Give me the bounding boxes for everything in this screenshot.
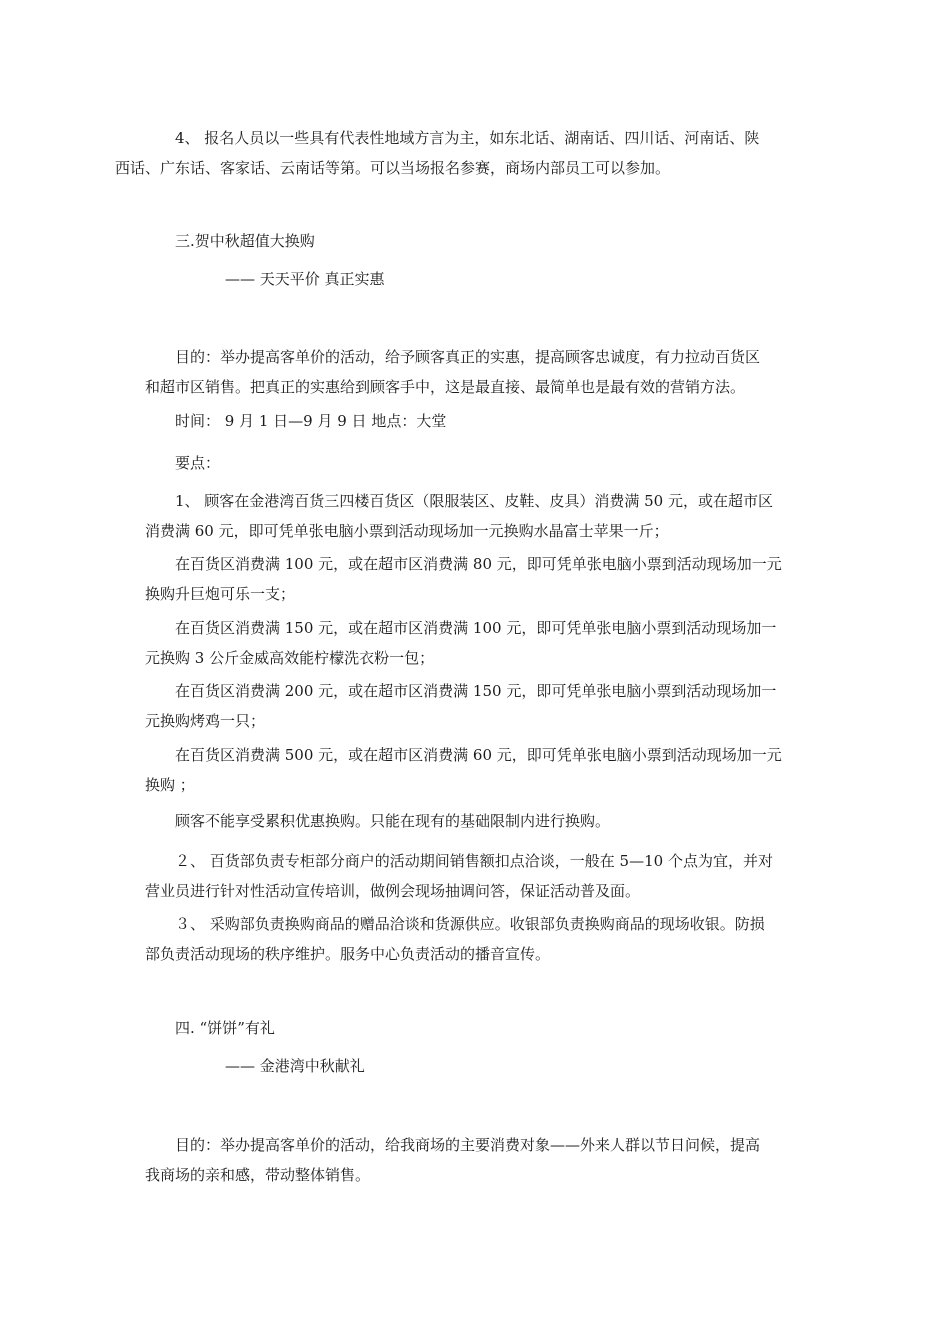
- section-3-time: 时间： 9 月 1 日—9 月 9 日 地点：大堂: [175, 412, 447, 430]
- section-3-point-4: [145, 676, 810, 736]
- section-3-point-1-line-1: 1、 顾客在金港湾百货三四楼百货区（限服装区、皮鞋、皮具）消费满 50 元，或在超市区: [175, 492, 773, 510]
- section-3-point-5-line-1: 在百货区消费满 500 元，或在超市区消费满 60 元，即可凭单张电脑小票到活动现场加一元: [175, 746, 782, 764]
- section-3-purpose: [145, 342, 810, 402]
- section-3-purpose-line-1: 目的：举办提高客单价的活动，给予顾客真正的实惠，提高顾客忠诚度，有力拉动百货区: [175, 348, 761, 366]
- section-3-points-label: 要点：: [175, 454, 221, 472]
- section-3-point-3: [145, 613, 810, 673]
- section-4-purpose-line-1: 目的：举办提高客单价的活动，给我商场的主要消费对象——外来人群以节日问候，提高: [175, 1136, 761, 1154]
- section-4-title: 四. “饼饼”有礼: [175, 1019, 275, 1037]
- section-3-point-5-line-2: 换购 ；: [145, 776, 195, 794]
- section-4-purpose-line-2: 我商场的亲和感，带动整体销售。: [145, 1166, 371, 1184]
- section-3-subtitle: —— 天天平价 真正实惠: [225, 270, 385, 288]
- section-3-point-7-line-1: ２、 百货部负责专柜部分商户的活动期间销售额扣点洽谈，一般在 5—10 个点为宜，并对: [175, 852, 773, 870]
- section-3-point-2-line-2: 换购升巨炮可乐一支；: [145, 585, 296, 603]
- section-3-point-1-line-2: 消费满 60 元，即可凭单张电脑小票到活动现场加一元换购水晶富士苹果一斤；: [145, 522, 669, 540]
- section-3-point-3-line-2: 元换购 3 公斤金威高效能柠檬洗衣粉一包；: [145, 649, 435, 667]
- section-3-point-1: [145, 486, 810, 546]
- section-3-point-7: [145, 846, 810, 906]
- section-3-title: 三.贺中秋超值大换购: [175, 232, 315, 250]
- section-3-purpose-line-2: 和超市区销售。把真正的实惠给到顾客手中，这是最直接、最简单也是最有效的营销方法。: [145, 378, 746, 396]
- section-3-point-8-line-2: 部负责活动现场的秩序维护。服务中心负责活动的播音宣传。: [145, 945, 551, 963]
- section-3-point-5: [145, 740, 810, 800]
- section-3-point-3-line-1: 在百货区消费满 150 元，或在超市区消费满 100 元，即可凭单张电脑小票到活动现场加一: [175, 619, 777, 637]
- section-4-subtitle: —— 金港湾中秋献礼: [225, 1057, 365, 1075]
- section-3-point-8: [145, 909, 810, 969]
- section-3-point-7-line-2: 营业员进行针对性活动宣传培训，做例会现场抽调问答，保证活动普及面。: [145, 882, 641, 900]
- item-4-line-2: 西话、广东话、客家话、云南话等第。可以当场报名参赛，商场内部员工可以参加。: [115, 159, 671, 177]
- section-3-point-6: 顾客不能享受累积优惠换购。只能在现有的基础限制内进行换购。: [175, 812, 611, 830]
- section-4-purpose: [145, 1130, 810, 1190]
- item-4-paragraph: [115, 123, 810, 183]
- section-3-point-2: [145, 549, 810, 609]
- item-4-line-1: 4、 报名人员以一些具有代表性地域方言为主，如东北话、湖南话、四川话、河南话、陕: [175, 129, 760, 147]
- section-3-point-4-line-2: 元换购烤鸡一只；: [145, 712, 266, 730]
- section-3-point-8-line-1: ３、 采购部负责换购商品的赠品洽谈和货源供应。收银部负责换购商品的现场收银。防损: [175, 915, 765, 933]
- section-3-point-2-line-1: 在百货区消费满 100 元，或在超市区消费满 80 元，即可凭单张电脑小票到活动现场加一元: [175, 555, 782, 573]
- section-3-point-4-line-1: 在百货区消费满 200 元，或在超市区消费满 150 元，即可凭单张电脑小票到活动现场加一: [175, 682, 777, 700]
